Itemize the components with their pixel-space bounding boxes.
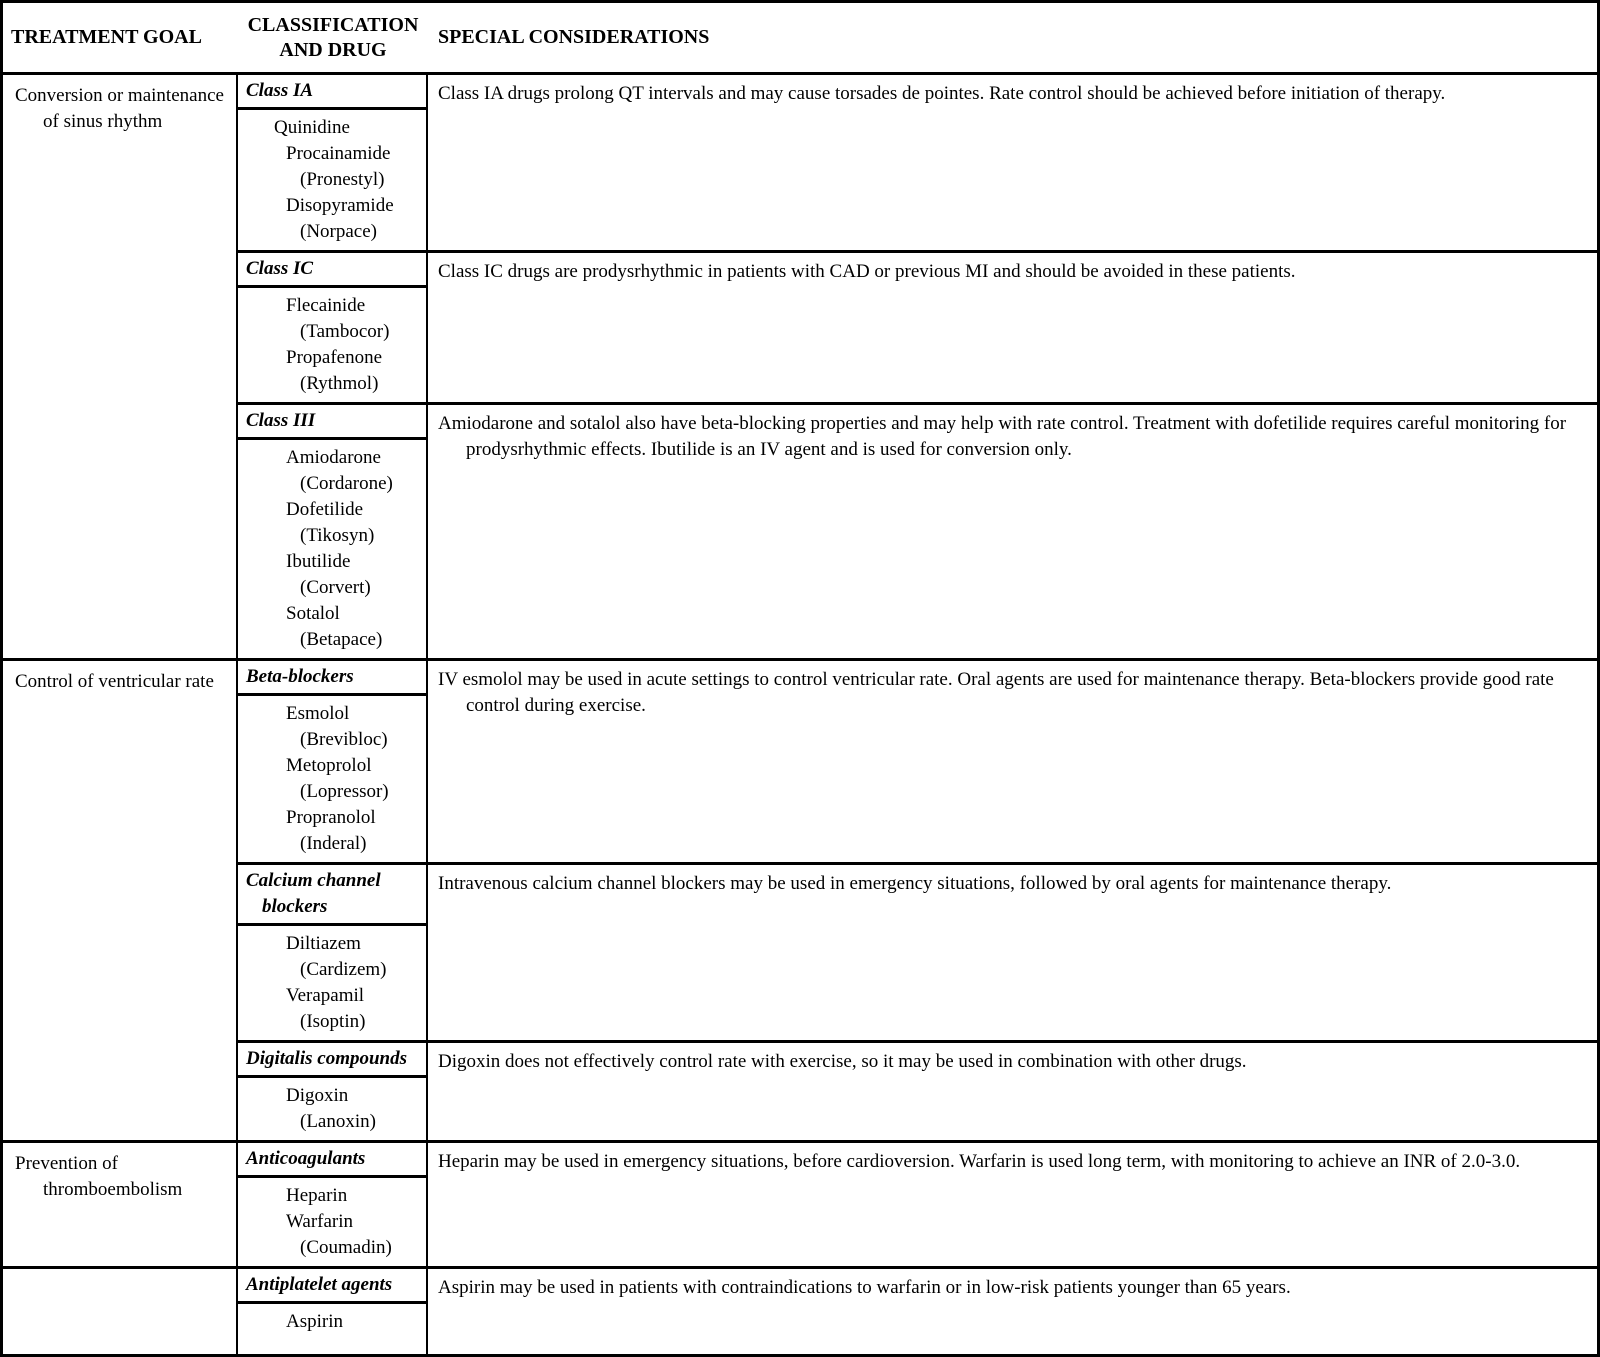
drug-brand-name: (Pronestyl)	[300, 169, 385, 190]
drug-class-label: Class IC	[238, 253, 426, 288]
classification-column	[238, 1143, 428, 1266]
classification-block	[238, 1040, 1597, 1140]
drug-brand-name: (Tambocor)	[300, 321, 390, 342]
classification-blocks	[238, 1269, 1597, 1354]
drug-brand-name: (Rythmol)	[300, 373, 379, 394]
drug-name: Esmolol	[286, 703, 350, 724]
drug-brand-name: (Corvert)	[300, 577, 371, 598]
special-considerations-cell: Class IC drugs are prodysrhythmic in patients with CAD or previous MI and should be avoided in these patients.	[438, 261, 1296, 282]
drug-brand-name: (Cardizem)	[300, 959, 387, 980]
classification-block	[238, 661, 1597, 862]
drug-name: Ibutilide	[286, 551, 351, 572]
drug-name: Quinidine	[274, 117, 350, 138]
col-header-treatment-goal: TREATMENT GOAL	[11, 26, 202, 48]
classification-column	[238, 253, 428, 402]
drug-list	[238, 926, 426, 1040]
classification-blocks	[238, 661, 1597, 1140]
drug-brand-name: (Lanoxin)	[300, 1111, 376, 1132]
treatment-goal-row	[3, 1269, 1597, 1354]
drug-name: Digoxin	[286, 1085, 349, 1106]
classification-block	[238, 250, 1597, 402]
drug-class-label: Antiplatelet agents	[238, 1269, 426, 1304]
drug-brand-name: (Betapace)	[300, 629, 383, 650]
treatment-goal-row	[3, 1143, 1597, 1269]
treatment-goal-cell: Control of ventricular rate	[3, 661, 238, 1140]
drug-name: Heparin	[286, 1185, 348, 1206]
special-considerations-cell: Class IA drugs prolong QT intervals and may cause torsades de pointes. Rate control should be achieved before initiation of therapy.	[438, 83, 1446, 104]
drug-name: Verapamil	[286, 985, 365, 1006]
special-considerations-cell: Aspirin may be used in patients with contraindications to warfarin or in low-risk patients younger than 65 years.	[438, 1277, 1291, 1298]
drug-class-label: Beta-blockers	[238, 661, 426, 696]
drug-brand-name: (Brevibloc)	[300, 729, 388, 750]
drug-name: Aspirin	[286, 1311, 343, 1332]
col-header-classification-and-drug: CLASSIFICATION AND DRUG	[247, 13, 419, 61]
drug-brand-name: (Cordarone)	[300, 473, 393, 494]
drug-name: Propranolol	[286, 807, 376, 828]
drug-name: Diltiazem	[286, 933, 361, 954]
drug-list	[238, 1078, 426, 1140]
classification-column	[238, 1269, 428, 1354]
classification-block	[238, 862, 1597, 1040]
drug-list	[238, 1178, 426, 1266]
classification-block	[238, 1269, 1597, 1354]
special-considerations-cell: IV esmolol may be used in acute settings to control ventricular rate. Oral agents are used for maintenance therapy. Beta-blockers provide good rate control during exercise.	[438, 669, 1554, 716]
treatment-goal-row	[3, 75, 1597, 661]
drug-name: Flecainide	[286, 295, 366, 316]
classification-column	[238, 1043, 428, 1140]
classification-blocks	[238, 75, 1597, 658]
drug-brand-name: (Tikosyn)	[300, 525, 375, 546]
drug-name: Amiodarone	[286, 447, 381, 468]
treatment-goal-row	[3, 661, 1597, 1143]
drug-name: Propafenone	[286, 347, 383, 368]
drug-list	[238, 440, 426, 658]
drug-brand-name: (Lopressor)	[300, 781, 389, 802]
drug-name: Dofetilide	[286, 499, 364, 520]
table-header-row	[3, 3, 1597, 75]
special-considerations-cell: Heparin may be used in emergency situations, before cardioversion. Warfarin is used long term, with monitoring to achieve an INR of 2.0-3.0.	[438, 1151, 1521, 1172]
classification-column	[238, 75, 428, 250]
classification-column	[238, 405, 428, 658]
classification-block	[238, 75, 1597, 250]
classification-blocks	[238, 1143, 1597, 1266]
drug-name: Procainamide	[286, 143, 391, 164]
special-considerations-cell: Amiodarone and sotalol also have beta-blocking properties and may help with rate control. Treatment with dofetilide requires careful monitoring for prodysrhythmic effects. Ibutilide is an IV agent and is used for conversion only.	[438, 413, 1567, 460]
drug-class-label: Class III	[238, 405, 426, 440]
col-header-special-considerations: SPECIAL CONSIDERATIONS	[438, 26, 710, 48]
treatment-goal-cell: Conversion or maintenance of sinus rhythm	[3, 75, 238, 658]
drug-brand-name: (Norpace)	[300, 221, 378, 242]
classification-column	[238, 661, 428, 862]
drug-list	[238, 696, 426, 862]
drug-name: Sotalol	[286, 603, 340, 624]
drug-brand-name: (Coumadin)	[300, 1237, 392, 1258]
drug-name: Disopyramide	[286, 195, 394, 216]
drug-list	[238, 110, 426, 250]
classification-block	[238, 402, 1597, 658]
table-body	[3, 75, 1597, 1354]
drug-class-label: Calcium channel blockers	[238, 865, 426, 926]
drug-list	[238, 1304, 426, 1354]
drug-class-label: Digitalis compounds	[238, 1043, 426, 1078]
drug-name: Warfarin	[286, 1211, 354, 1232]
drug-name: Metoprolol	[286, 755, 372, 776]
drug-class-label: Anticoagulants	[238, 1143, 426, 1178]
treatment-goal-cell	[3, 1269, 238, 1354]
drug-brand-name: (Isoptin)	[300, 1011, 366, 1032]
drug-class-label: Class IA	[238, 75, 426, 110]
classification-column	[238, 865, 428, 1040]
special-considerations-cell: Intravenous calcium channel blockers may be used in emergency situations, followed by oral agents for maintenance therapy.	[438, 873, 1392, 894]
drug-brand-name: (Inderal)	[300, 833, 367, 854]
treatment-goal-cell: Prevention of thromboembolism	[3, 1143, 238, 1266]
drug-list	[238, 288, 426, 402]
classification-block	[238, 1143, 1597, 1266]
special-considerations-cell: Digoxin does not effectively control rate with exercise, so it may be used in combination with other drugs.	[438, 1051, 1247, 1072]
